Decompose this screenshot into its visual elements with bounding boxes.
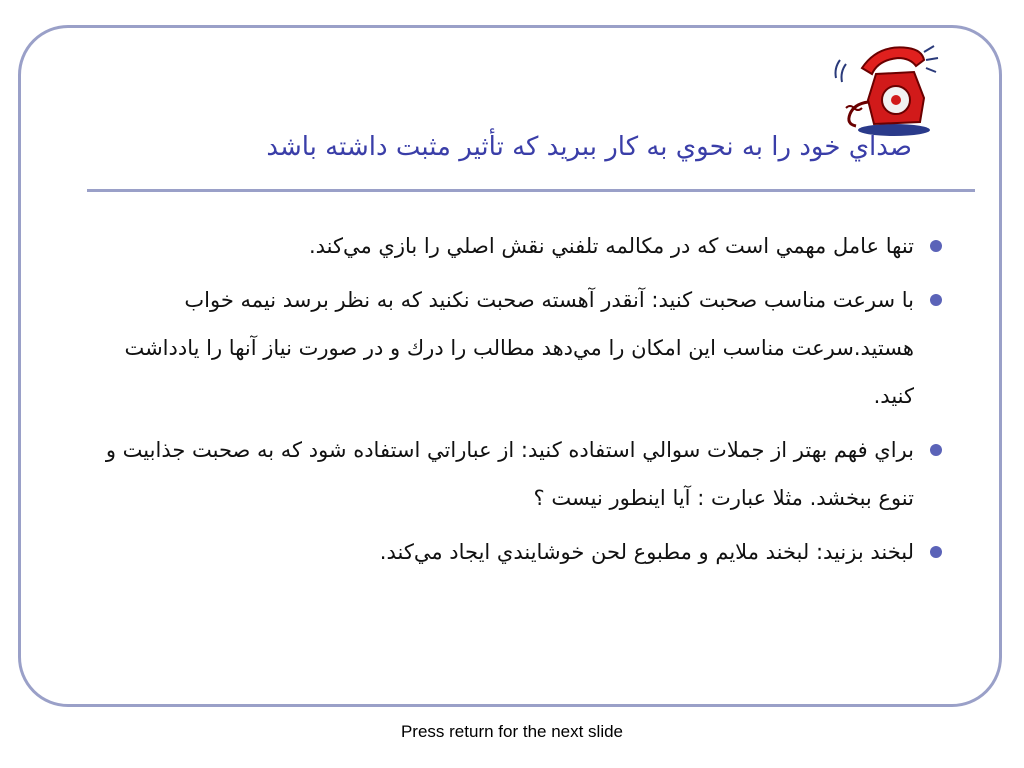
bullet-dot-icon — [930, 444, 942, 456]
bullet-dot-icon — [930, 546, 942, 558]
bullet-dot-icon — [930, 294, 942, 306]
list-item — [92, 528, 942, 576]
bullet-text: لبخند بزنيد: لبخند ملايم و مطبوع لحن خوشايندي ايجاد مي‌كند. — [379, 540, 914, 564]
list-item — [92, 222, 942, 270]
bullet-list — [92, 222, 942, 582]
slide-title: صداي خود را به نحوي به كار ببريد كه تأثير مثبت داشته باشد — [266, 132, 912, 162]
bullet-text: تنها عامل مهمي است كه در مكالمه تلفني نقش اصلي را بازي مي‌كند. — [308, 234, 914, 258]
bullet-text: با سرعت مناسب صحبت كنيد: آنقدر آهسته صحبت نكنيد كه به نظر برسد نيمه خواب هستيد.سرعت مناسب اين امكان را مي‌دهد مطالب را درك و در صورت نياز آنها را يادداشت كنيد. — [124, 288, 914, 408]
title-divider — [87, 189, 975, 192]
next-slide-hint: Press return for the next slide — [400, 722, 624, 741]
bullet-dot-icon — [930, 240, 942, 252]
bullet-text: براي فهم بهتر از جملات سوالي استفاده كنيد: از عباراتي استفاده شود كه به صحبت جذابيت و تنوع ببخشد. مثلا عبارت : آيا اينطور نيست ؟ — [105, 438, 914, 510]
list-item — [92, 426, 942, 522]
telephone-icon — [832, 38, 942, 138]
list-item — [92, 276, 942, 420]
